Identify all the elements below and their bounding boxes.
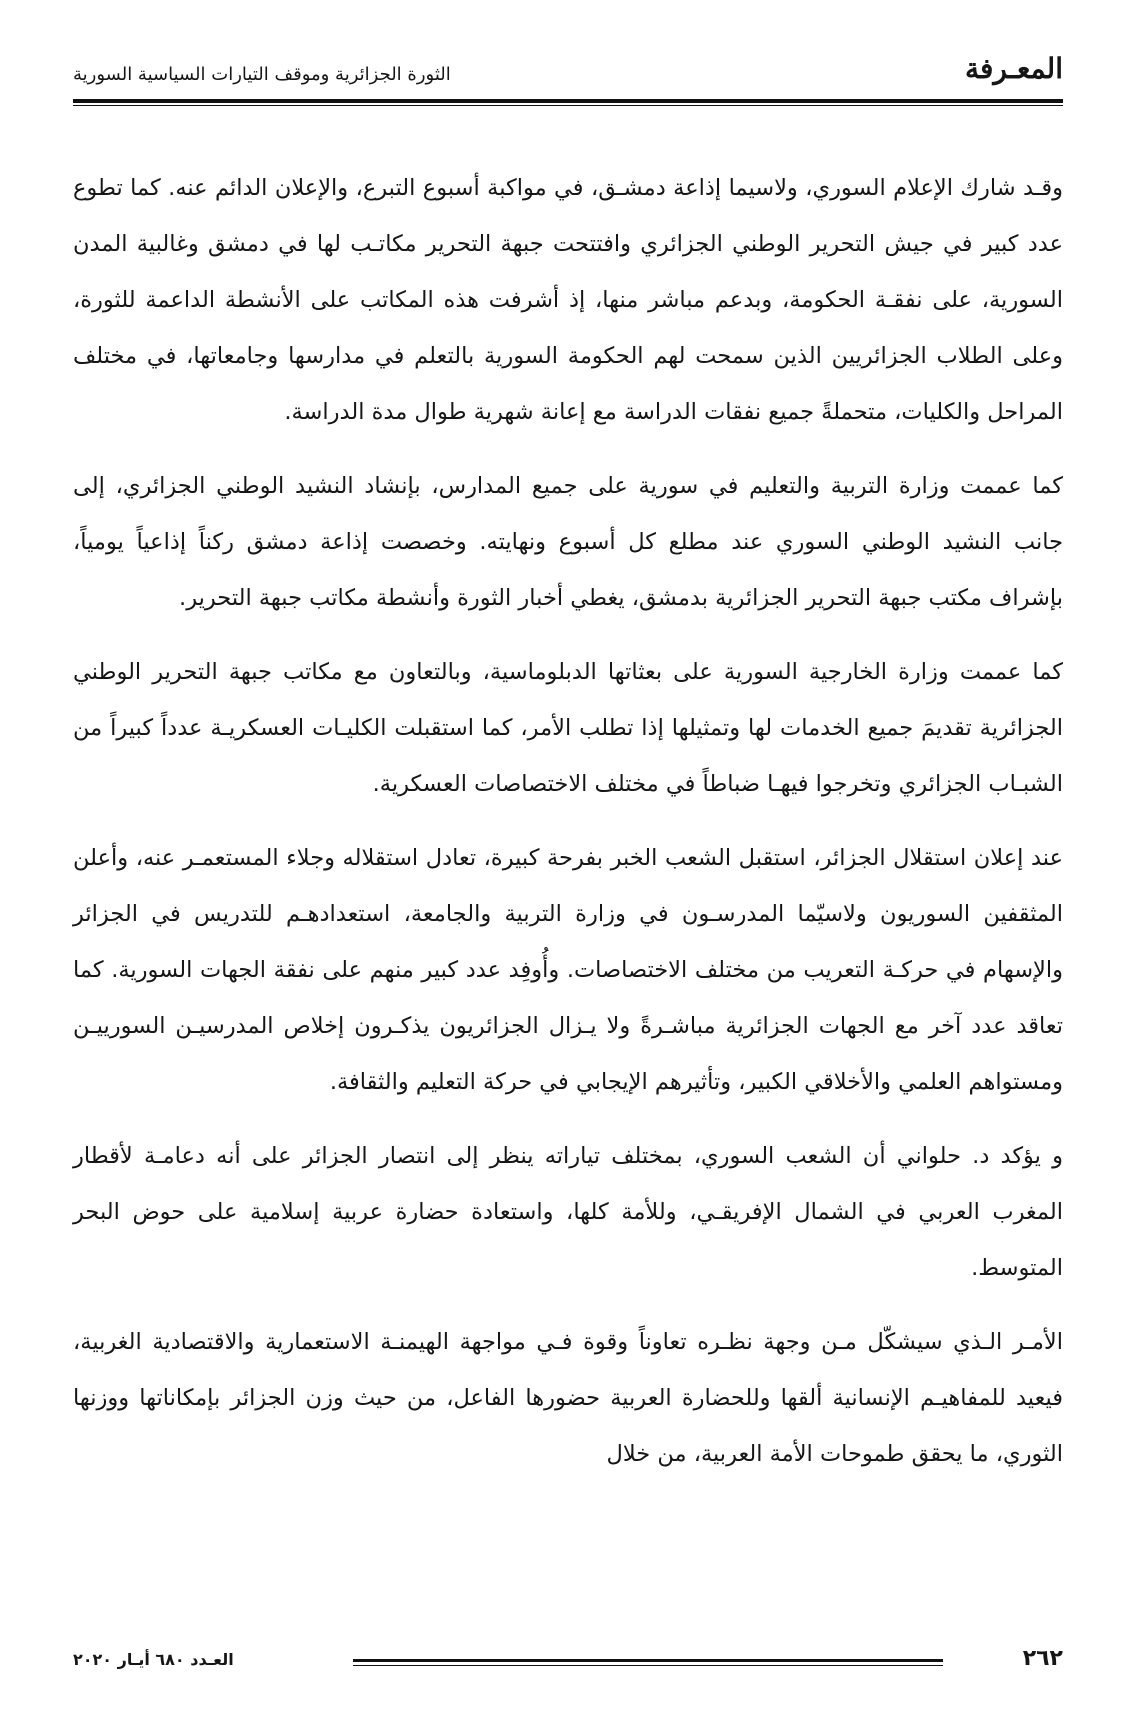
- header-rule-thin: [73, 105, 1063, 106]
- page-footer: [73, 1642, 1063, 1682]
- paragraph-6: الأمـر الـذي سيشكّل مـن وجهة نظـره تعاوناً وقوة فـي مواجهة الهيمنـة الاستعمارية والاقتصادية الغربية، فيعيد للمفاهيـم الإنسانية ألقها وللحضارة العربية حضورها الفاعل، من حيث وزن الجزائر بإمكاناتها ووزنها الثوري، ما يحقق طموحات الأمة العربية، من خلال: [73, 1329, 1063, 1467]
- paragraph-2: كما عممت وزارة التربية والتعليم في سورية على جميع المدارس، بإنشاد النشيد الوطني الجزائري، إلى جانب النشيد الوطني السوري عند مطلع كل أسبوع ونهايته. وخصصت إذاعة دمشق ركناً إذاعياً يومياً، بإشراف مكتب جبهة التحرير الجزائرية بدمشق، يغطي أخبار الثورة وأنشطة مكاتب جبهة التحرير.: [73, 473, 1063, 611]
- magazine-logo: المعـرفة: [964, 52, 1063, 85]
- footer-rule-thin: [353, 1665, 943, 1666]
- issue-info: العـدد ٦٨٠ أيـار ٢٠٢٠: [73, 1650, 234, 1669]
- page-header: [73, 44, 1063, 96]
- paragraph-3: كما عممت وزارة الخارجية السورية على بعثاتها الدبلوماسية، وبالتعاون مع مكاتب جبهة التحرير الوطني الجزائرية تقديمَ جميع الخدمات لها وتمثيلها إذا تطلب الأمر، كما استقبلت الكليـات العسكريـة عدداً كبيراً من الشبـاب الجزائري وتخرجوا فيهـا ضباطاً في مختلف الاختصاصات العسكرية.: [73, 659, 1063, 797]
- paragraph-1: وقـد شارك الإعلام السوري، ولاسيما إذاعة دمشـق، في مواكبة أسبوع التبرع، والإعلان الدائم عنه. كما تطوع عدد كبير في جيش التحرير الوطني الجزائري وافتتحت جبهة التحرير مكاتـب لها في دمشق وغالبية المدن السورية، على نفقـة الحكومة، وبدعم مباشر منها، إذ أشرفت هذه المكاتب على الأنشطة الداعمة للثورة، وعلى الطلاب الجزائريين الذين سمحت لهم الحكومة السورية بالتعلم في مدارسها وجامعاتها، في مختلف المراحل والكليات، متحملةً جميع نفقات الدراسة مع إعانة شهرية طوال مدة الدراسة.: [73, 175, 1063, 425]
- header-rule: [73, 99, 1063, 103]
- footer-rule: [353, 1659, 943, 1662]
- article-body: [73, 160, 1063, 1500]
- paragraph-4: عند إعلان استقلال الجزائر، استقبل الشعب الخبر بفرحة كبيرة، تعادل استقلاله وجلاء المستعمـر عنه، وأعلن المثقفين السوريون ولاسيّما المدرسـون في وزارة التربية والجامعة، استعدادهـم للتدريس في الجزائر والإسهام في حركـة التعريب من مختلف الاختصاصات. وأُوفِد عدد كبير منهم على نفقة الجهات السورية. كما تعاقد عدد آخر مع الجهات الجزائرية مباشـرةً ولا يـزال الجزائريون يذكـرون إخلاص المدرسيـن السورييـن ومستواهم العلمي والأخلاقي الكبير، وتأثيرهم الإيجابي في حركة التعليم والثقافة.: [73, 845, 1063, 1095]
- paragraph-5: و يؤكد د. حلواني أن الشعب السوري، بمختلف تياراته ينظر إلى انتصار الجزائر على أنه دعامـة لأقطار المغرب العربي في الشمال الإفريقـي، وللأمة كلها، واستعادة حضارة عربية إسلامية على حوض البحر المتوسط.: [73, 1143, 1063, 1281]
- page-number: ٢٦٢: [1022, 1646, 1063, 1671]
- running-title: الثورة الجزائرية وموقف التيارات السياسية السورية: [73, 64, 451, 85]
